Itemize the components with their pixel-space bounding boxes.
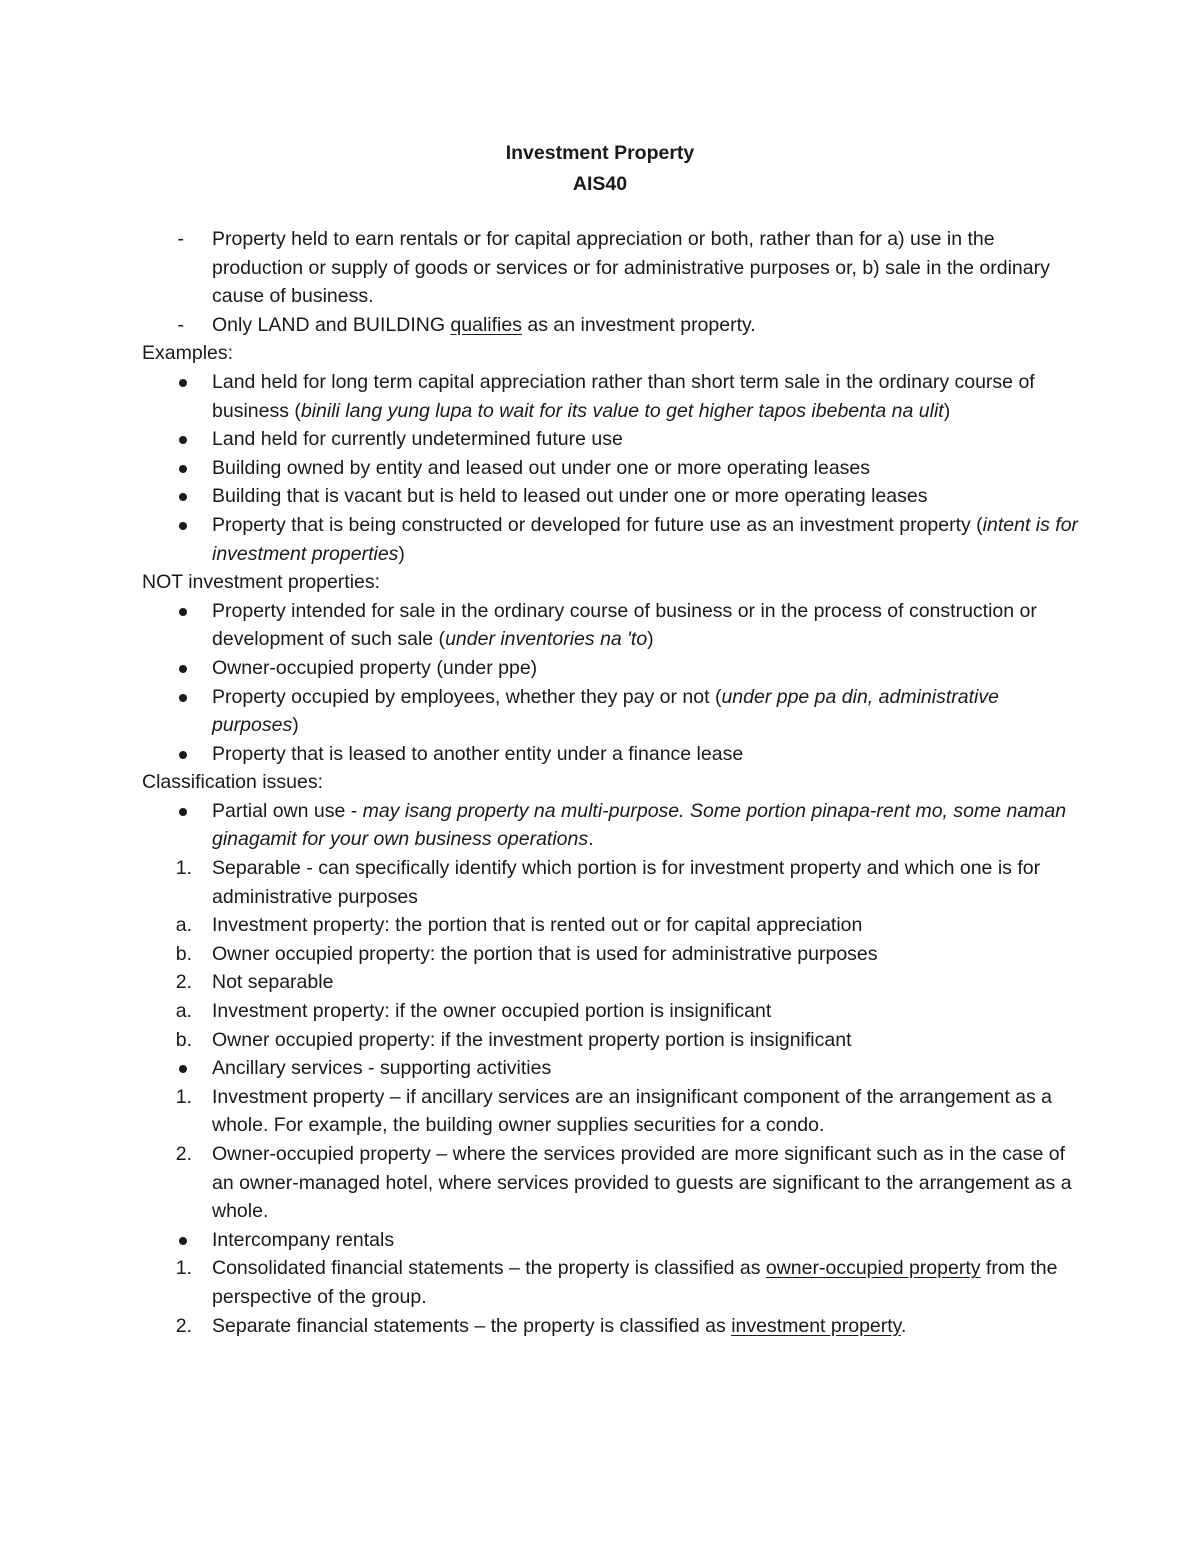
item-italic: intent is for investment properties xyxy=(212,513,1079,565)
item-italic: may isang property na multi-purpose. Some portion pinapa-rent mo, some naman ginagamit for your own business operations xyxy=(212,799,1067,851)
definition-text-lead: Only LAND and BUILDING xyxy=(212,313,451,336)
bullet-icon xyxy=(179,465,187,473)
dash-marker: - xyxy=(177,228,184,250)
item-text: Land held for long term capital appreciation rather than short term sale in the ordinary course of business ( xyxy=(212,370,1035,422)
lettered-item xyxy=(142,911,1082,940)
item-text: Owner occupied property: if the investment property portion is insignificant xyxy=(212,1028,852,1051)
item-text: Investment property – if ancillary services are an insignificant component of the arrangement as a whole. For example, the building owner supplies securities for a condo. xyxy=(212,1085,1053,1137)
letter-marker: a. xyxy=(175,1000,192,1023)
item-text: from the perspective of the group. xyxy=(212,1257,1058,1308)
list-item xyxy=(142,597,1082,654)
item-text: Building owned by entity and leased out under one or more operating leases xyxy=(212,456,871,479)
letter-marker: a. xyxy=(175,914,192,937)
bullet-icon xyxy=(179,694,187,702)
bullet-icon xyxy=(179,436,187,444)
number-marker: 1. xyxy=(175,1085,192,1108)
bullet-icon xyxy=(179,493,187,501)
number-marker: 1. xyxy=(175,1257,192,1280)
bullet-icon xyxy=(179,522,187,530)
definition-text: Property held to earn rentals or for capital appreciation or both, rather than for a) use in the production or supply of goods or services or for administrative purposes or, b) sale in the ordinary cause of business. xyxy=(212,228,1050,308)
item-text: Owner occupied property: the portion that is used for administrative purposes xyxy=(212,942,878,965)
letter-marker: b. xyxy=(175,942,192,965)
item-text: Property intended for sale in the ordinary course of business or in the process of construction or development of such sale ( xyxy=(212,599,1037,651)
item-text: Separate financial statements – the property is classified as xyxy=(212,1314,732,1337)
item-text: Intercompany rentals xyxy=(212,1228,395,1251)
numbered-item xyxy=(142,1140,1082,1226)
number-marker: 2. xyxy=(175,1314,192,1337)
title-block xyxy=(0,138,1200,200)
document-title: Investment Property xyxy=(505,142,695,164)
document-body xyxy=(142,225,1082,1340)
letter-marker: b. xyxy=(175,1028,192,1051)
item-text: Investment property: the portion that is rented out or for capital appreciation xyxy=(212,914,863,937)
item-text: Building that is vacant but is held to leased out under one or more operating leases xyxy=(212,485,928,508)
list-item xyxy=(142,511,1082,568)
item-text: Investment property: if the owner occupied portion is insignificant xyxy=(212,1000,772,1023)
list-item xyxy=(142,454,1082,483)
section-heading-not: NOT investment properties: xyxy=(142,571,381,594)
item-text: ) xyxy=(943,399,951,422)
item-text: Not separable xyxy=(212,971,334,994)
document-subtitle: AIS40 xyxy=(572,173,628,195)
item-text: Partial own use - xyxy=(212,799,363,822)
item-italic: under inventories na 'to xyxy=(445,628,648,651)
underlined-term: investment property xyxy=(731,1314,901,1337)
bullet-icon xyxy=(179,751,187,759)
item-italic: binili lang yung lupa to wait for its value to get higher tapos ibebenta na ulit xyxy=(300,399,944,422)
lettered-item xyxy=(142,1026,1082,1055)
list-item xyxy=(142,1226,1082,1255)
number-marker: 1. xyxy=(175,857,192,880)
numbered-item xyxy=(142,1083,1082,1140)
underlined-term: owner-occupied property xyxy=(765,1257,981,1280)
number-marker: 2. xyxy=(175,1143,192,1165)
item-italic: under ppe pa din, administrative purposes xyxy=(212,685,999,737)
list-item xyxy=(142,368,1082,425)
item-text: . xyxy=(900,1314,907,1337)
item-text: ) xyxy=(398,542,405,565)
lettered-item xyxy=(142,940,1082,969)
numbered-item xyxy=(142,968,1082,997)
underlined-term: qualifies xyxy=(450,313,522,336)
item-text: Property that is leased to another entity under a finance lease xyxy=(212,742,744,765)
definition-item xyxy=(142,311,1082,340)
list-item xyxy=(142,740,1082,769)
definition-text-tail: as an investment property. xyxy=(527,313,756,336)
item-text: . xyxy=(588,828,594,851)
dash-marker: - xyxy=(177,313,184,336)
item-text: Ancillary services - supporting activities xyxy=(212,1057,552,1080)
item-text: Separable - can specifically identify which portion is for investment property and which one is for administrative purposes xyxy=(212,857,1041,908)
item-text: Property that is being constructed or developed for future use as an investment property ( xyxy=(212,513,983,536)
numbered-item xyxy=(142,1312,1082,1341)
definition-item xyxy=(142,225,1082,311)
numbered-item xyxy=(142,1254,1082,1311)
item-text: Owner-occupied property (under ppe) xyxy=(212,656,538,679)
bullet-icon xyxy=(179,1237,187,1245)
item-text: Owner-occupied property – where the services provided are more significant such as in the case of an owner-managed hotel, where services provided to guests are significant to the arrangement as a whole. xyxy=(212,1143,1072,1223)
list-item xyxy=(142,683,1082,740)
bullet-icon xyxy=(179,665,187,673)
bullet-icon xyxy=(179,1065,187,1073)
item-text: Consolidated financial statements – the property is classified as xyxy=(212,1257,766,1280)
bullet-icon xyxy=(179,608,187,616)
list-item xyxy=(142,482,1082,511)
list-item xyxy=(142,425,1082,454)
bullet-icon xyxy=(179,379,187,387)
list-item xyxy=(142,797,1082,854)
number-marker: 2. xyxy=(175,971,192,994)
list-item xyxy=(142,654,1082,683)
list-item xyxy=(142,1054,1082,1083)
section-heading-examples: Examples: xyxy=(142,342,234,365)
item-text: ) xyxy=(292,714,299,737)
section-heading-classification: Classification issues: xyxy=(142,771,323,794)
item-text: ) xyxy=(647,628,654,651)
lettered-item xyxy=(142,997,1082,1026)
bullet-icon xyxy=(179,808,187,816)
item-text: Land held for currently undetermined future use xyxy=(212,428,623,451)
item-text: Property occupied by employees, whether they pay or not ( xyxy=(212,685,722,708)
numbered-item xyxy=(142,854,1082,911)
